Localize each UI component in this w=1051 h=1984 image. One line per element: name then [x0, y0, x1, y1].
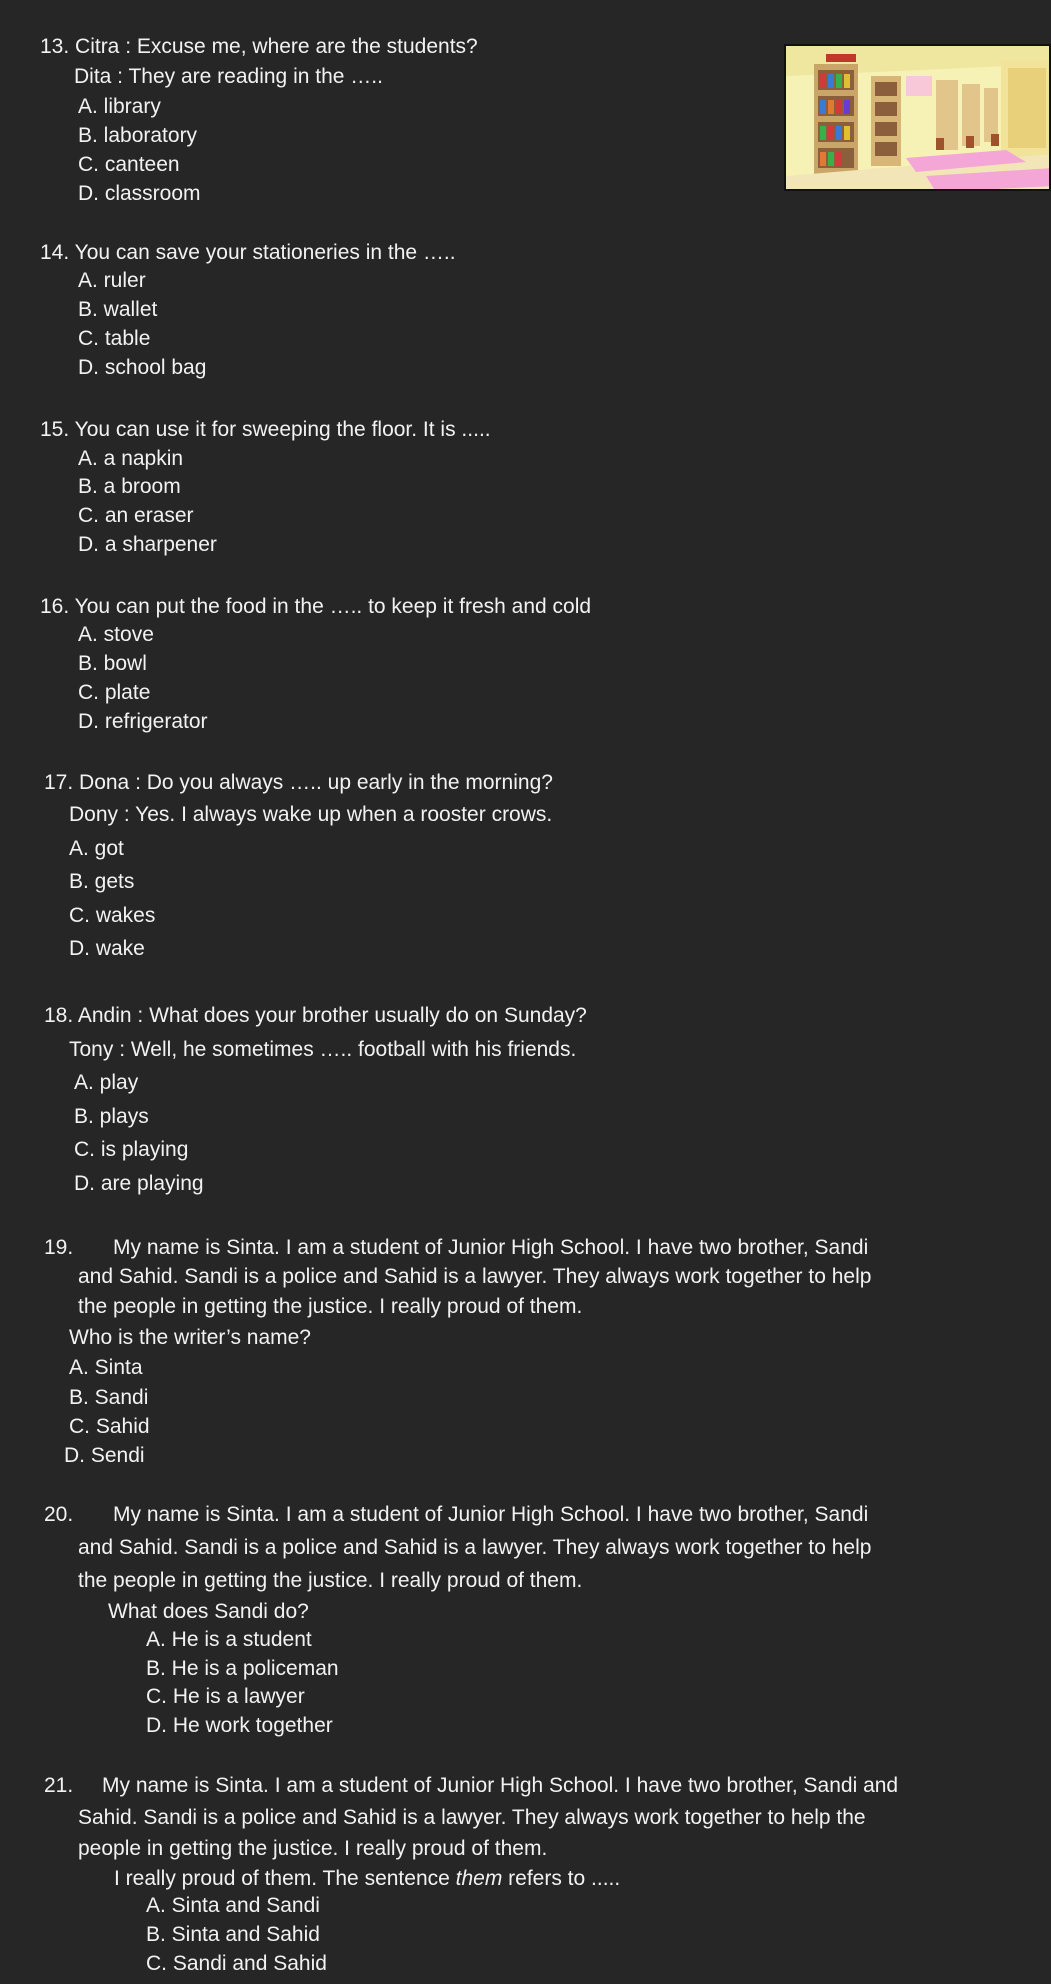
- q21-option-c: C. Sandi and Sahid: [146, 1952, 327, 1975]
- q21-question-pre: I really proud of them. The sentence: [114, 1867, 456, 1890]
- q14-option-a: A. ruler: [78, 269, 146, 292]
- q13-stem: 13. Citra : Excuse me, where are the students?: [40, 35, 478, 58]
- q20-option-d: D. He work together: [146, 1714, 333, 1737]
- q16-option-c: C. plate: [78, 681, 151, 704]
- q13-option-c: C. canteen: [78, 153, 180, 176]
- q19-question: Who is the writer’s name?: [69, 1326, 311, 1349]
- q21-passage-line-1: My name is Sinta. I am a student of Junior High School. I have two brother, Sandi and: [102, 1774, 899, 1797]
- q21-number: 21.: [44, 1774, 74, 1797]
- q14-option-c: C. table: [78, 327, 151, 350]
- q19-option-b: B. Sandi: [69, 1386, 149, 1409]
- q14-option-d: D. school bag: [78, 356, 207, 379]
- q21-option-a: A. Sinta and Sandi: [146, 1894, 320, 1917]
- q20-option-c: C. He is a lawyer: [146, 1685, 305, 1708]
- q20-option-a: A. He is a student: [146, 1628, 312, 1651]
- q19-number: 19.: [44, 1236, 74, 1259]
- q16-option-d: D. refrigerator: [78, 710, 208, 733]
- q16-option-b: B. bowl: [78, 652, 147, 675]
- q18-option-c: C. is playing: [74, 1138, 189, 1161]
- q19-passage-line-3: the people in getting the justice. I really proud of them.: [78, 1295, 583, 1318]
- q14-stem: 14. You can save your stationeries in the …..: [40, 241, 456, 264]
- q13-option-b: B. laboratory: [78, 124, 198, 147]
- q17-option-a: A. got: [69, 837, 124, 860]
- q20-passage-line-3: the people in getting the justice. I really proud of them.: [78, 1569, 583, 1592]
- q21-question-em: them: [455, 1867, 503, 1890]
- q17-stem: 17. Dona : Do you always ….. up early in the morning?: [44, 771, 553, 794]
- q16-option-a: A. stove: [78, 623, 154, 646]
- q20-passage-line-1: My name is Sinta. I am a student of Junior High School. I have two brother, Sandi: [113, 1503, 869, 1526]
- q20-question: What does Sandi do?: [108, 1600, 309, 1623]
- q17-dialog: Dony : Yes. I always wake up when a rooster crows.: [69, 803, 553, 826]
- q15-stem: 15. You can use it for sweeping the floor. It is .....: [40, 418, 491, 441]
- q17-option-c: C. wakes: [69, 904, 156, 927]
- q15-option-b: B. a broom: [78, 475, 181, 498]
- q19-passage-line-1: My name is Sinta. I am a student of Junior High School. I have two brother, Sandi: [113, 1236, 869, 1259]
- q21-passage-line-3: people in getting the justice. I really proud of them.: [78, 1837, 548, 1860]
- q13-option-d: D. classroom: [78, 182, 201, 205]
- q19-option-c: C. Sahid: [69, 1415, 150, 1438]
- q17-option-d: D. wake: [69, 937, 145, 960]
- q15-option-a: A. a napkin: [78, 447, 184, 470]
- q19-option-a: A. Sinta: [69, 1356, 143, 1379]
- q21-option-b: B. Sinta and Sahid: [146, 1923, 320, 1946]
- q21-question: [114, 1866, 620, 1892]
- q13-dialog: Dita : They are reading in the …..: [74, 65, 383, 88]
- q18-option-d: D. are playing: [74, 1172, 204, 1195]
- q18-option-a: A. play: [74, 1071, 139, 1094]
- library-room-illustration-svg: [786, 46, 1051, 191]
- q21-question-post: refers to .....: [502, 1867, 621, 1890]
- q16-stem: 16. You can put the food in the ….. to keep it fresh and cold: [40, 595, 592, 618]
- q20-option-b: B. He is a policeman: [146, 1657, 339, 1680]
- q20-number: 20.: [44, 1503, 74, 1526]
- q18-stem: 18. Andin : What does your brother usually do on Sunday?: [44, 1004, 587, 1027]
- q19-option-d: D. Sendi: [64, 1444, 145, 1467]
- q14-option-b: B. wallet: [78, 298, 158, 321]
- q19-passage-line-2: and Sahid. Sandi is a police and Sahid is a lawyer. They always work together to help: [78, 1265, 872, 1288]
- library-room-illustration: [784, 44, 1051, 191]
- q13-option-a: A. library: [78, 95, 161, 118]
- q15-option-c: C. an eraser: [78, 504, 194, 527]
- q20-passage-line-2: and Sahid. Sandi is a police and Sahid is a lawyer. They always work together to help: [78, 1536, 872, 1559]
- q18-dialog: Tony : Well, he sometimes ….. football with his friends.: [69, 1038, 577, 1061]
- q21-passage-line-2: Sahid. Sandi is a police and Sahid is a lawyer. They always work together to help the: [78, 1806, 866, 1829]
- q17-option-b: B. gets: [69, 870, 135, 893]
- q18-option-b: B. plays: [74, 1105, 149, 1128]
- q15-option-d: D. a sharpener: [78, 533, 217, 556]
